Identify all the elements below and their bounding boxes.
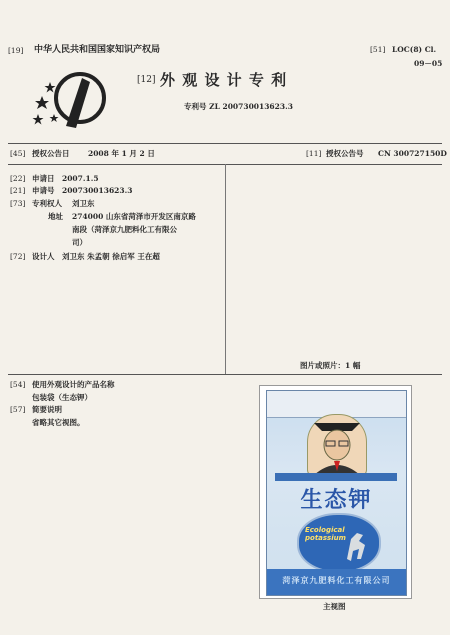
horse-emblem-icon	[297, 513, 381, 573]
filing-date-label: 申请日	[32, 174, 55, 183]
field-code-51: [51]	[370, 45, 386, 54]
bag-product-title: 生态钾	[300, 488, 373, 513]
owner-label: 专利权人	[32, 199, 62, 208]
bag-banner-strip	[275, 473, 397, 481]
pub-no-label: 授权公告号	[326, 149, 364, 158]
designer-names: 刘卫东 朱孟朝 徐启军 王在超	[62, 252, 160, 261]
brief-desc-text: 省略其它视图。	[32, 418, 85, 427]
loc-class-value: 09－05	[414, 59, 443, 68]
address-line-3: 司）	[72, 238, 87, 247]
pub-no-value: CN 300727150D	[378, 149, 447, 158]
app-no-label: 申请号	[32, 186, 55, 195]
field-code-21: [21]	[10, 186, 26, 195]
field-code-22: [22]	[10, 174, 26, 183]
address-line-1: 274000 山东省菏泽市开发区南京路	[72, 212, 196, 221]
column-divider	[225, 164, 226, 374]
field-code-54: [54]	[10, 380, 26, 389]
field-code-19: [19]	[8, 46, 24, 55]
document-type-title: 外 观 设 计 专 利	[160, 71, 288, 89]
photo-caption: 主视图	[323, 602, 346, 611]
loc-class-label: LOC(8) Cl.	[392, 45, 437, 54]
figures-count: 图片或照片：1 幅	[300, 361, 361, 370]
designer-label: 设计人	[32, 252, 55, 261]
address-line-2: 南段（菏泽京九肥料化工有限公	[72, 225, 177, 234]
product-name-value: 包装袋（生态钾）	[32, 393, 92, 402]
app-no-value: 200730013623.3	[62, 186, 133, 195]
bag-footer-strip	[267, 569, 406, 595]
address-label: 地址	[48, 212, 63, 221]
pub-date-value: 2008 年 1 月 2 日	[88, 149, 155, 158]
divider-bottom	[8, 374, 442, 375]
packaging-bag-image	[266, 390, 407, 596]
product-photo	[259, 385, 412, 599]
portrait-icon	[307, 414, 367, 476]
patent-number: 专利号 ZL 200730013623.3	[184, 102, 293, 111]
pub-date-label: 授权公告日	[32, 149, 70, 158]
divider-top	[8, 143, 442, 144]
field-code-73: [73]	[10, 199, 26, 208]
cnipa-logo-icon	[30, 70, 114, 132]
field-code-45: [45]	[10, 149, 26, 158]
emblem-text: Ecological potassium	[305, 526, 346, 542]
product-name-label: 使用外观设计的产品名称	[32, 380, 115, 389]
owner-value: 刘卫东	[72, 199, 95, 208]
field-code-72: [72]	[10, 252, 26, 261]
field-code-57: [57]	[10, 405, 26, 414]
office-name: 中华人民共和国国家知识产权局	[34, 45, 161, 55]
bag-company-name: 菏泽京九肥料化工有限公司	[282, 576, 391, 585]
filing-date-value: 2007.1.5	[62, 174, 99, 183]
field-code-11: [11]	[306, 149, 322, 158]
field-code-12: [12]	[137, 75, 156, 85]
brief-desc-label: 简要说明	[32, 405, 62, 414]
